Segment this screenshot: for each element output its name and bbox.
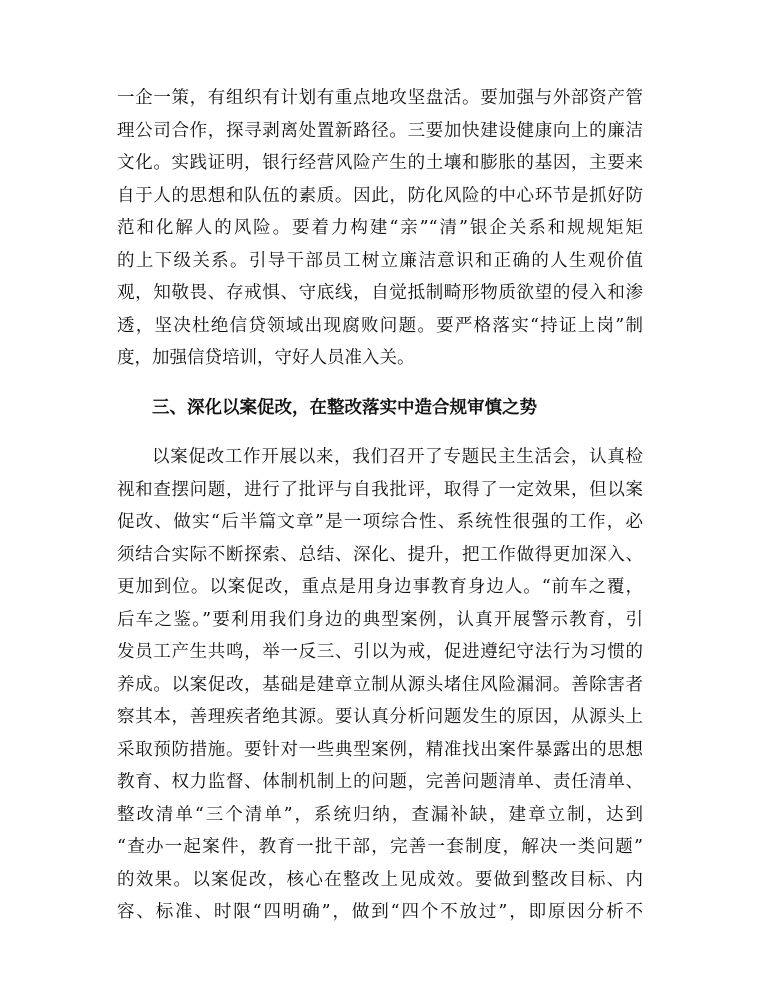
paragraph-line: 促改、做实“后半篇文章”是一项综合性、系统性很强的工作，必	[117, 512, 643, 532]
paragraph-line: 透，坚决杜绝信贷领域出现腐败问题。要严格落实“持证上岗”制	[117, 315, 643, 336]
paragraph-line: 的效果。以案促改，核心在整改上见成效。要做到整改目标、内	[117, 869, 643, 890]
paragraph-line: “查办一起案件，教育一批干部，完善一套制度，解决一类问题”	[117, 837, 643, 857]
body-paragraph-1	[117, 82, 643, 375]
paragraph-line: 养成。以案促改，基础是建章立制从源头堵住风险漏洞。善除害者	[117, 674, 643, 695]
paragraph-spacer	[117, 375, 643, 392]
paragraph-line: 理公司合作，探寻剥离处置新路径。三要加快建设健康向上的廉洁	[117, 120, 643, 141]
paragraph-line: 以案促改工作开展以来，我们召开了专题民主生活会，认真检	[152, 447, 643, 467]
paragraph-line: 的上下级关系。引导干部员工树立廉洁意识和正确的人生观价值	[117, 250, 643, 271]
paragraph-line: 观，知敬畏、存戒惧、守底线，自觉抵制畸形物质欲望的侵入和渗	[117, 283, 643, 303]
document-page	[117, 82, 643, 929]
paragraph-line: 教育、权力监督、体制机制上的问题，完善问题清单、责任清单、	[117, 772, 643, 792]
paragraph-spacer	[117, 424, 643, 441]
paragraph-line: 度，加强信贷培训，守好人员准入关。	[117, 348, 415, 368]
paragraph-line: 自于人的思想和队伍的素质。因此，防化风险的中心环节是抓好防	[117, 185, 643, 206]
paragraph-line: 发员工产生共鸣，举一反三、引以为戒，促进遵纪守法行为习惯的	[117, 642, 643, 662]
paragraph-line: 察其本，善理疾者绝其源。要认真分析问题发生的原因，从源头上	[117, 707, 643, 727]
paragraph-line: 整改清单“三个清单”，系统归纳，查漏补缺，建章立制，达到	[117, 804, 643, 825]
paragraph-line: 视和查摆问题，进行了批评与自我批评，取得了一定效果，但以案	[117, 479, 643, 500]
paragraph-line: 容、标准、时限“四明确”，做到“四个不放过”，即原因分析不	[117, 902, 643, 922]
paragraph-line: 须结合实际不断探索、总结、深化、提升，把工作做得更加深入、	[117, 544, 643, 565]
paragraph-line: 后车之鉴。”要利用我们身边的典型案例，认真开展警示教育，引	[117, 609, 643, 630]
paragraph-line: 一企一策，有组织有计划有重点地攻坚盘活。要加强与外部资产管	[117, 88, 643, 108]
section-heading: 三、深化以案促改，在整改落实中造合规审慎之势	[152, 397, 537, 418]
paragraph-line: 文化。实践证明，银行经营风险产生的土壤和膨胀的基因，主要来	[117, 153, 643, 173]
paragraph-line: 采取预防措施。要针对一些典型案例，精准找出案件暴露出的思想	[117, 739, 643, 760]
body-paragraph-2	[117, 441, 643, 929]
paragraph-line: 范和化解人的风险。要着力构建“亲”“清”银企关系和规规矩矩	[117, 218, 643, 238]
paragraph-line: 更加到位。以案促改，重点是用身边事教育身边人。“前车之覆，	[117, 577, 643, 597]
